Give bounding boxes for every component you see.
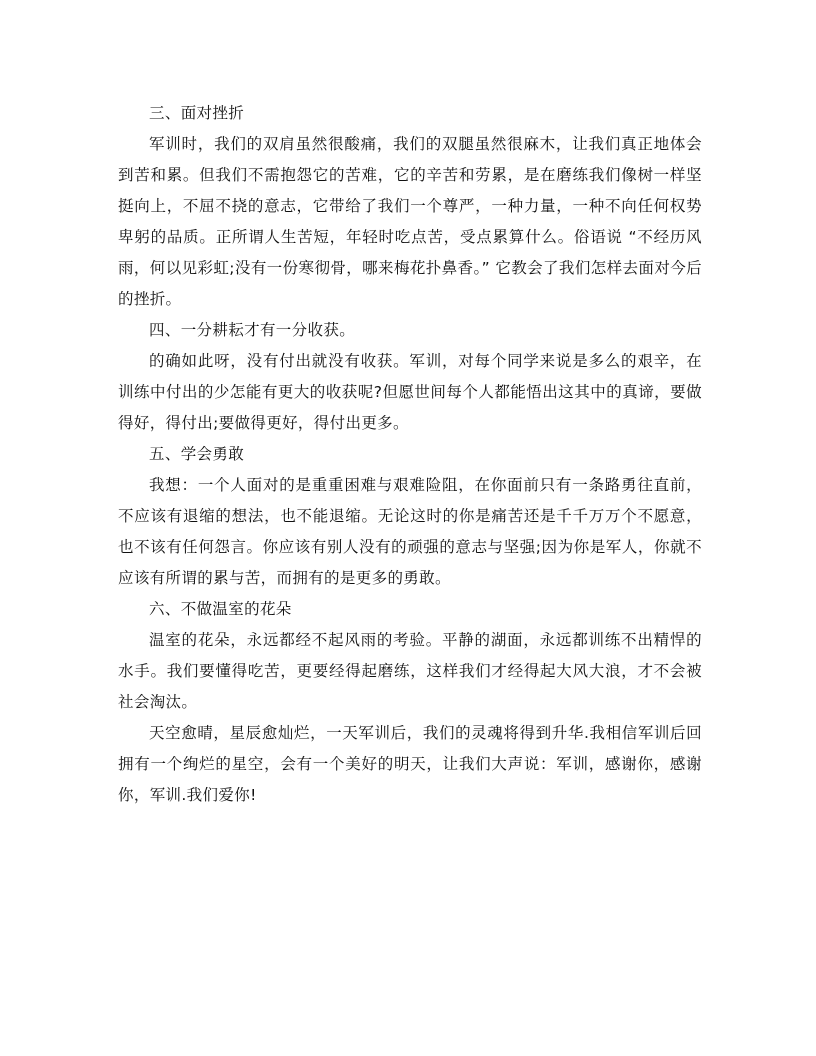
document-body — [118, 98, 702, 811]
paragraph-facing-setbacks: 军训时，我们的双肩虽然很酸痛，我们的双腿虽然很麻木，让我们真正地体会到苦和累。但我们不需抱怨它的苦难，它的辛苦和劳累，是在磨练我们像树一样坚挺向上，不屈不挠的意志，它带给了我们一个尊严，一种力量，一种不向任何权势卑躬的品质。正所谓人生苦短，年轻时吃点苦，受点累算什么。俗语说 “不经历风雨，何以见彩虹;没有一份寒彻骨，哪来梅花扑鼻香。” 它教会了我们怎样去面对今后的挫折。 — [118, 135, 702, 308]
section-heading-learn-courage: 五、学会勇敢 — [149, 445, 245, 463]
paragraph-effort-and-reward: 的确如此呀，没有付出就没有收获。军训，对每个同学来说是多么的艰辛，在训练中付出的少怎能有更大的收获呢?但愿世间每个人都能悟出这其中的真谛，要做得好，得付出;要做得更好，得付出更多。 — [118, 352, 702, 432]
section-heading-not-greenhouse-flower: 六、不做温室的花朵 — [149, 600, 292, 618]
closing-paragraph: 天空愈晴，星辰愈灿烂，一天军训后，我们的灵魂将得到升华.我相信军训后回拥有一个绚烂的星空，会有一个美好的明天，让我们大声说：军训，感谢你，感谢你，军训.我们爱你! — [118, 724, 702, 804]
paragraph-learn-courage: 我想：一个人面对的是重重困难与艰难险阻，在你面前只有一条路勇往直前，不应该有退缩的想法，也不能退缩。无论这时的你是痛苦还是千千万万个不愿意，也不该有任何怨言。你应该有别人没有的顽强的意志与坚强;因为你是军人，你就不应该有所谓的累与苦，而拥有的是更多的勇敢。 — [118, 476, 702, 587]
paragraph-not-greenhouse-flower: 温室的花朵，永远都经不起风雨的考验。平静的湖面，永远都训练不出精悍的水手。我们要懂得吃苦，更要经得起磨练，这样我们才经得起大风大浪，才不会被社会淘汰。 — [118, 631, 702, 711]
section-heading-facing-setbacks: 三、面对挫折 — [149, 104, 245, 122]
section-heading-effort-and-reward: 四、一分耕耘才有一分收获。 — [149, 321, 356, 339]
